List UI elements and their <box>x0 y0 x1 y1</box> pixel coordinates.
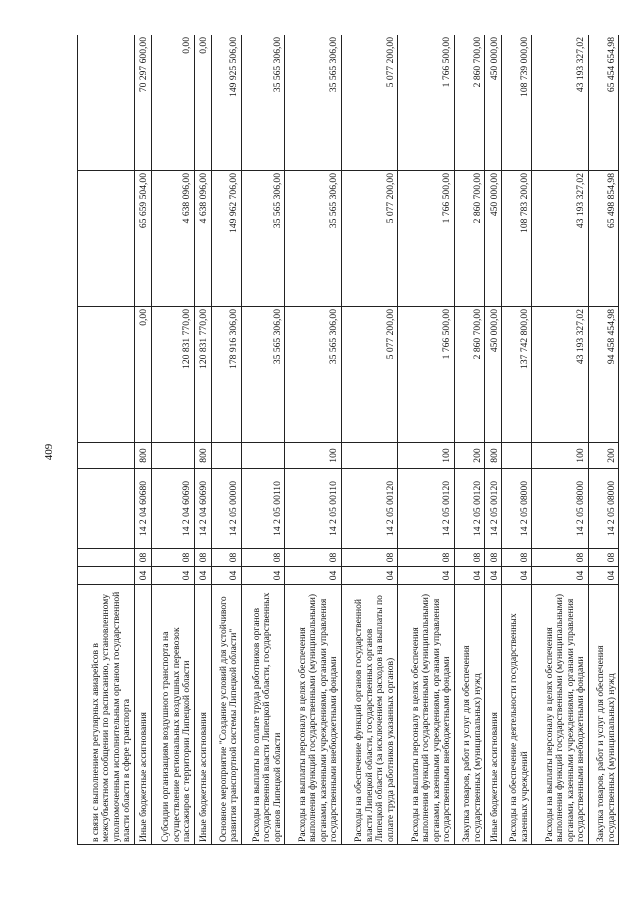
amount-year-3: 450 000,00 <box>485 35 502 171</box>
table-row <box>341 35 398 845</box>
subsection-code: 08 <box>194 549 211 567</box>
expense-type-code: 200 <box>588 443 618 469</box>
amount-year-1: 1 766 500,00 <box>398 307 455 443</box>
section-code: 04 <box>485 567 502 585</box>
table-row <box>398 35 455 845</box>
amount-year-1: 120 831 770,00 <box>194 307 211 443</box>
expense-type-code <box>211 443 241 469</box>
section-code: 04 <box>151 567 194 585</box>
target-article-code: 14 2 04 60680 <box>134 469 151 549</box>
row-description: Расходы на выплаты по оплате труда работников органов государственной власти Липецкой области, государственных органов Липецкой области <box>241 585 284 845</box>
subsection-code: 08 <box>151 549 194 567</box>
row-description: Расходы на обеспечение деятельности государственных казенных учреждений <box>502 585 532 845</box>
subsection-code: 08 <box>398 549 455 567</box>
rotated-table-container <box>77 35 619 845</box>
amount-year-2: 149 962 706,00 <box>211 171 241 307</box>
expense-type-code <box>502 443 532 469</box>
section-code: 04 <box>241 567 284 585</box>
table-row <box>78 35 135 845</box>
subsection-code: 08 <box>285 549 342 567</box>
section-code: 04 <box>194 567 211 585</box>
row-description: в связи с выполнением регулярных авиарейсов в межсубъектном сообщении по расписанию, установленному уполномоченным исполнительным органом государственной власти области в сфере транспорта <box>78 585 135 845</box>
budget-table-body <box>78 35 619 845</box>
amount-year-2 <box>78 171 135 307</box>
amount-year-3: 108 739 000,00 <box>502 35 532 171</box>
amount-year-2: 65 498 854,98 <box>588 171 618 307</box>
table-row <box>134 35 151 845</box>
expense-type-code: 100 <box>398 443 455 469</box>
table-row <box>151 35 194 845</box>
page-number: 409 <box>43 443 55 461</box>
amount-year-2: 1 766 500,00 <box>398 171 455 307</box>
row-description: Расходы на выплаты персоналу в целях обеспечения выполнения функций государственными (муниципальными) органами, казенными учреждениями, органами управления государственными внебюджетными фондами <box>532 585 589 845</box>
amount-year-1: 5 077 200,00 <box>341 307 398 443</box>
amount-year-1: 450 000,00 <box>485 307 502 443</box>
amount-year-2: 43 193 327,02 <box>532 171 589 307</box>
amount-year-1: 137 742 800,00 <box>502 307 532 443</box>
amount-year-2: 35 565 306,00 <box>241 171 284 307</box>
expense-type-code <box>341 443 398 469</box>
expense-type-code <box>151 443 194 469</box>
section-code: 04 <box>454 567 484 585</box>
section-code: 04 <box>502 567 532 585</box>
row-description: Иные бюджетные ассигнования <box>134 585 151 845</box>
target-article-code <box>78 469 135 549</box>
row-description: Расходы на выплаты персоналу в целях обеспечения выполнения функций государственными (муниципальными) органами, казенными учреждениями, органами управления государственными внебюджетными фондами <box>398 585 455 845</box>
subsection-code: 08 <box>588 549 618 567</box>
amount-year-1: 43 193 327,02 <box>532 307 589 443</box>
table-row <box>194 35 211 845</box>
section-code: 04 <box>285 567 342 585</box>
amount-year-3: 65 454 654,98 <box>588 35 618 171</box>
target-article-code: 14 2 05 00120 <box>398 469 455 549</box>
amount-year-1: 2 860 700,00 <box>454 307 484 443</box>
amount-year-3: 43 193 327,02 <box>532 35 589 171</box>
section-code: 04 <box>588 567 618 585</box>
target-article-code: 14 2 05 00120 <box>341 469 398 549</box>
subsection-code <box>78 549 135 567</box>
amount-year-3 <box>78 35 135 171</box>
row-description: Расходы на обеспечение функций органов государственной власти Липецкой области, государственных органов Липецкой области (за исключением расходов на выплаты по оплате труда работников указанных органов) <box>341 585 398 845</box>
subsection-code: 08 <box>502 549 532 567</box>
amount-year-1: 35 565 306,00 <box>285 307 342 443</box>
subsection-code: 08 <box>532 549 589 567</box>
table-row <box>285 35 342 845</box>
section-code <box>78 567 135 585</box>
expense-type-code <box>241 443 284 469</box>
target-article-code: 14 2 04 60690 <box>194 469 211 549</box>
expense-type-code: 100 <box>285 443 342 469</box>
row-description: Иные бюджетные ассигнования <box>485 585 502 845</box>
table-row <box>454 35 484 845</box>
target-article-code: 14 2 05 00000 <box>211 469 241 549</box>
amount-year-3: 70 297 600,00 <box>134 35 151 171</box>
section-code: 04 <box>532 567 589 585</box>
table-row <box>532 35 589 845</box>
row-description: Иные бюджетные ассигнования <box>194 585 211 845</box>
amount-year-2: 35 565 306,00 <box>285 171 342 307</box>
target-article-code: 14 2 04 60690 <box>151 469 194 549</box>
amount-year-2: 2 860 700,00 <box>454 171 484 307</box>
section-code: 04 <box>398 567 455 585</box>
subsection-code: 08 <box>341 549 398 567</box>
amount-year-3: 1 766 500,00 <box>398 35 455 171</box>
expense-type-code: 200 <box>454 443 484 469</box>
amount-year-1: 0,00 <box>134 307 151 443</box>
section-code: 04 <box>341 567 398 585</box>
amount-year-2: 450 000,00 <box>485 171 502 307</box>
expense-type-code: 100 <box>532 443 589 469</box>
target-article-code: 14 2 05 08000 <box>502 469 532 549</box>
amount-year-3: 2 860 700,00 <box>454 35 484 171</box>
amount-year-2: 4 638 096,00 <box>194 171 211 307</box>
row-description: Закупка товаров, работ и услуг для обеспечения государственных (муниципальных) нужд <box>588 585 618 845</box>
amount-year-2: 5 077 200,00 <box>341 171 398 307</box>
table-row <box>588 35 618 845</box>
row-description: Субсидии организациям воздушного транспорта на осуществление региональных воздушных перевозок пассажиров с территории Липецкой области <box>151 585 194 845</box>
row-description: Закупка товаров, работ и услуг для обеспечения государственных (муниципальных) нужд <box>454 585 484 845</box>
table-row <box>211 35 241 845</box>
expense-type-code: 800 <box>485 443 502 469</box>
expense-type-code: 800 <box>194 443 211 469</box>
target-article-code: 14 2 05 08000 <box>588 469 618 549</box>
subsection-code: 08 <box>485 549 502 567</box>
target-article-code: 14 2 05 00120 <box>485 469 502 549</box>
table-row <box>502 35 532 845</box>
amount-year-3: 0,00 <box>194 35 211 171</box>
section-code: 04 <box>211 567 241 585</box>
row-description: Расходы на выплаты персоналу в целях обеспечения выполнения функций государственными (муниципальными) органами, казенными учреждениями, органами управления государственными внебюджетными фондами <box>285 585 342 845</box>
expense-type-code <box>78 443 135 469</box>
subsection-code: 08 <box>211 549 241 567</box>
table-row <box>485 35 502 845</box>
amount-year-2: 4 638 096,00 <box>151 171 194 307</box>
budget-table <box>77 35 619 845</box>
amount-year-1: 120 831 770,00 <box>151 307 194 443</box>
amount-year-3: 0,00 <box>151 35 194 171</box>
budget-table-wrapper <box>77 35 619 845</box>
amount-year-2: 65 659 504,00 <box>134 171 151 307</box>
table-row <box>241 35 284 845</box>
amount-year-2: 108 783 200,00 <box>502 171 532 307</box>
target-article-code: 14 2 05 00110 <box>285 469 342 549</box>
amount-year-3: 5 077 200,00 <box>341 35 398 171</box>
target-article-code: 14 2 05 00120 <box>454 469 484 549</box>
target-article-code: 14 2 05 08000 <box>532 469 589 549</box>
amount-year-3: 35 565 306,00 <box>285 35 342 171</box>
amount-year-3: 35 565 306,00 <box>241 35 284 171</box>
row-description: Основное мероприятие "Создание условий для устойчивого развития транспортной системы Липецкой области" <box>211 585 241 845</box>
expense-type-code: 800 <box>134 443 151 469</box>
amount-year-1 <box>78 307 135 443</box>
subsection-code: 08 <box>454 549 484 567</box>
subsection-code: 08 <box>134 549 151 567</box>
section-code: 04 <box>134 567 151 585</box>
target-article-code: 14 2 05 00110 <box>241 469 284 549</box>
amount-year-1: 35 565 306,00 <box>241 307 284 443</box>
amount-year-3: 149 925 506,00 <box>211 35 241 171</box>
amount-year-1: 178 916 306,00 <box>211 307 241 443</box>
amount-year-1: 94 458 454,98 <box>588 307 618 443</box>
subsection-code: 08 <box>241 549 284 567</box>
